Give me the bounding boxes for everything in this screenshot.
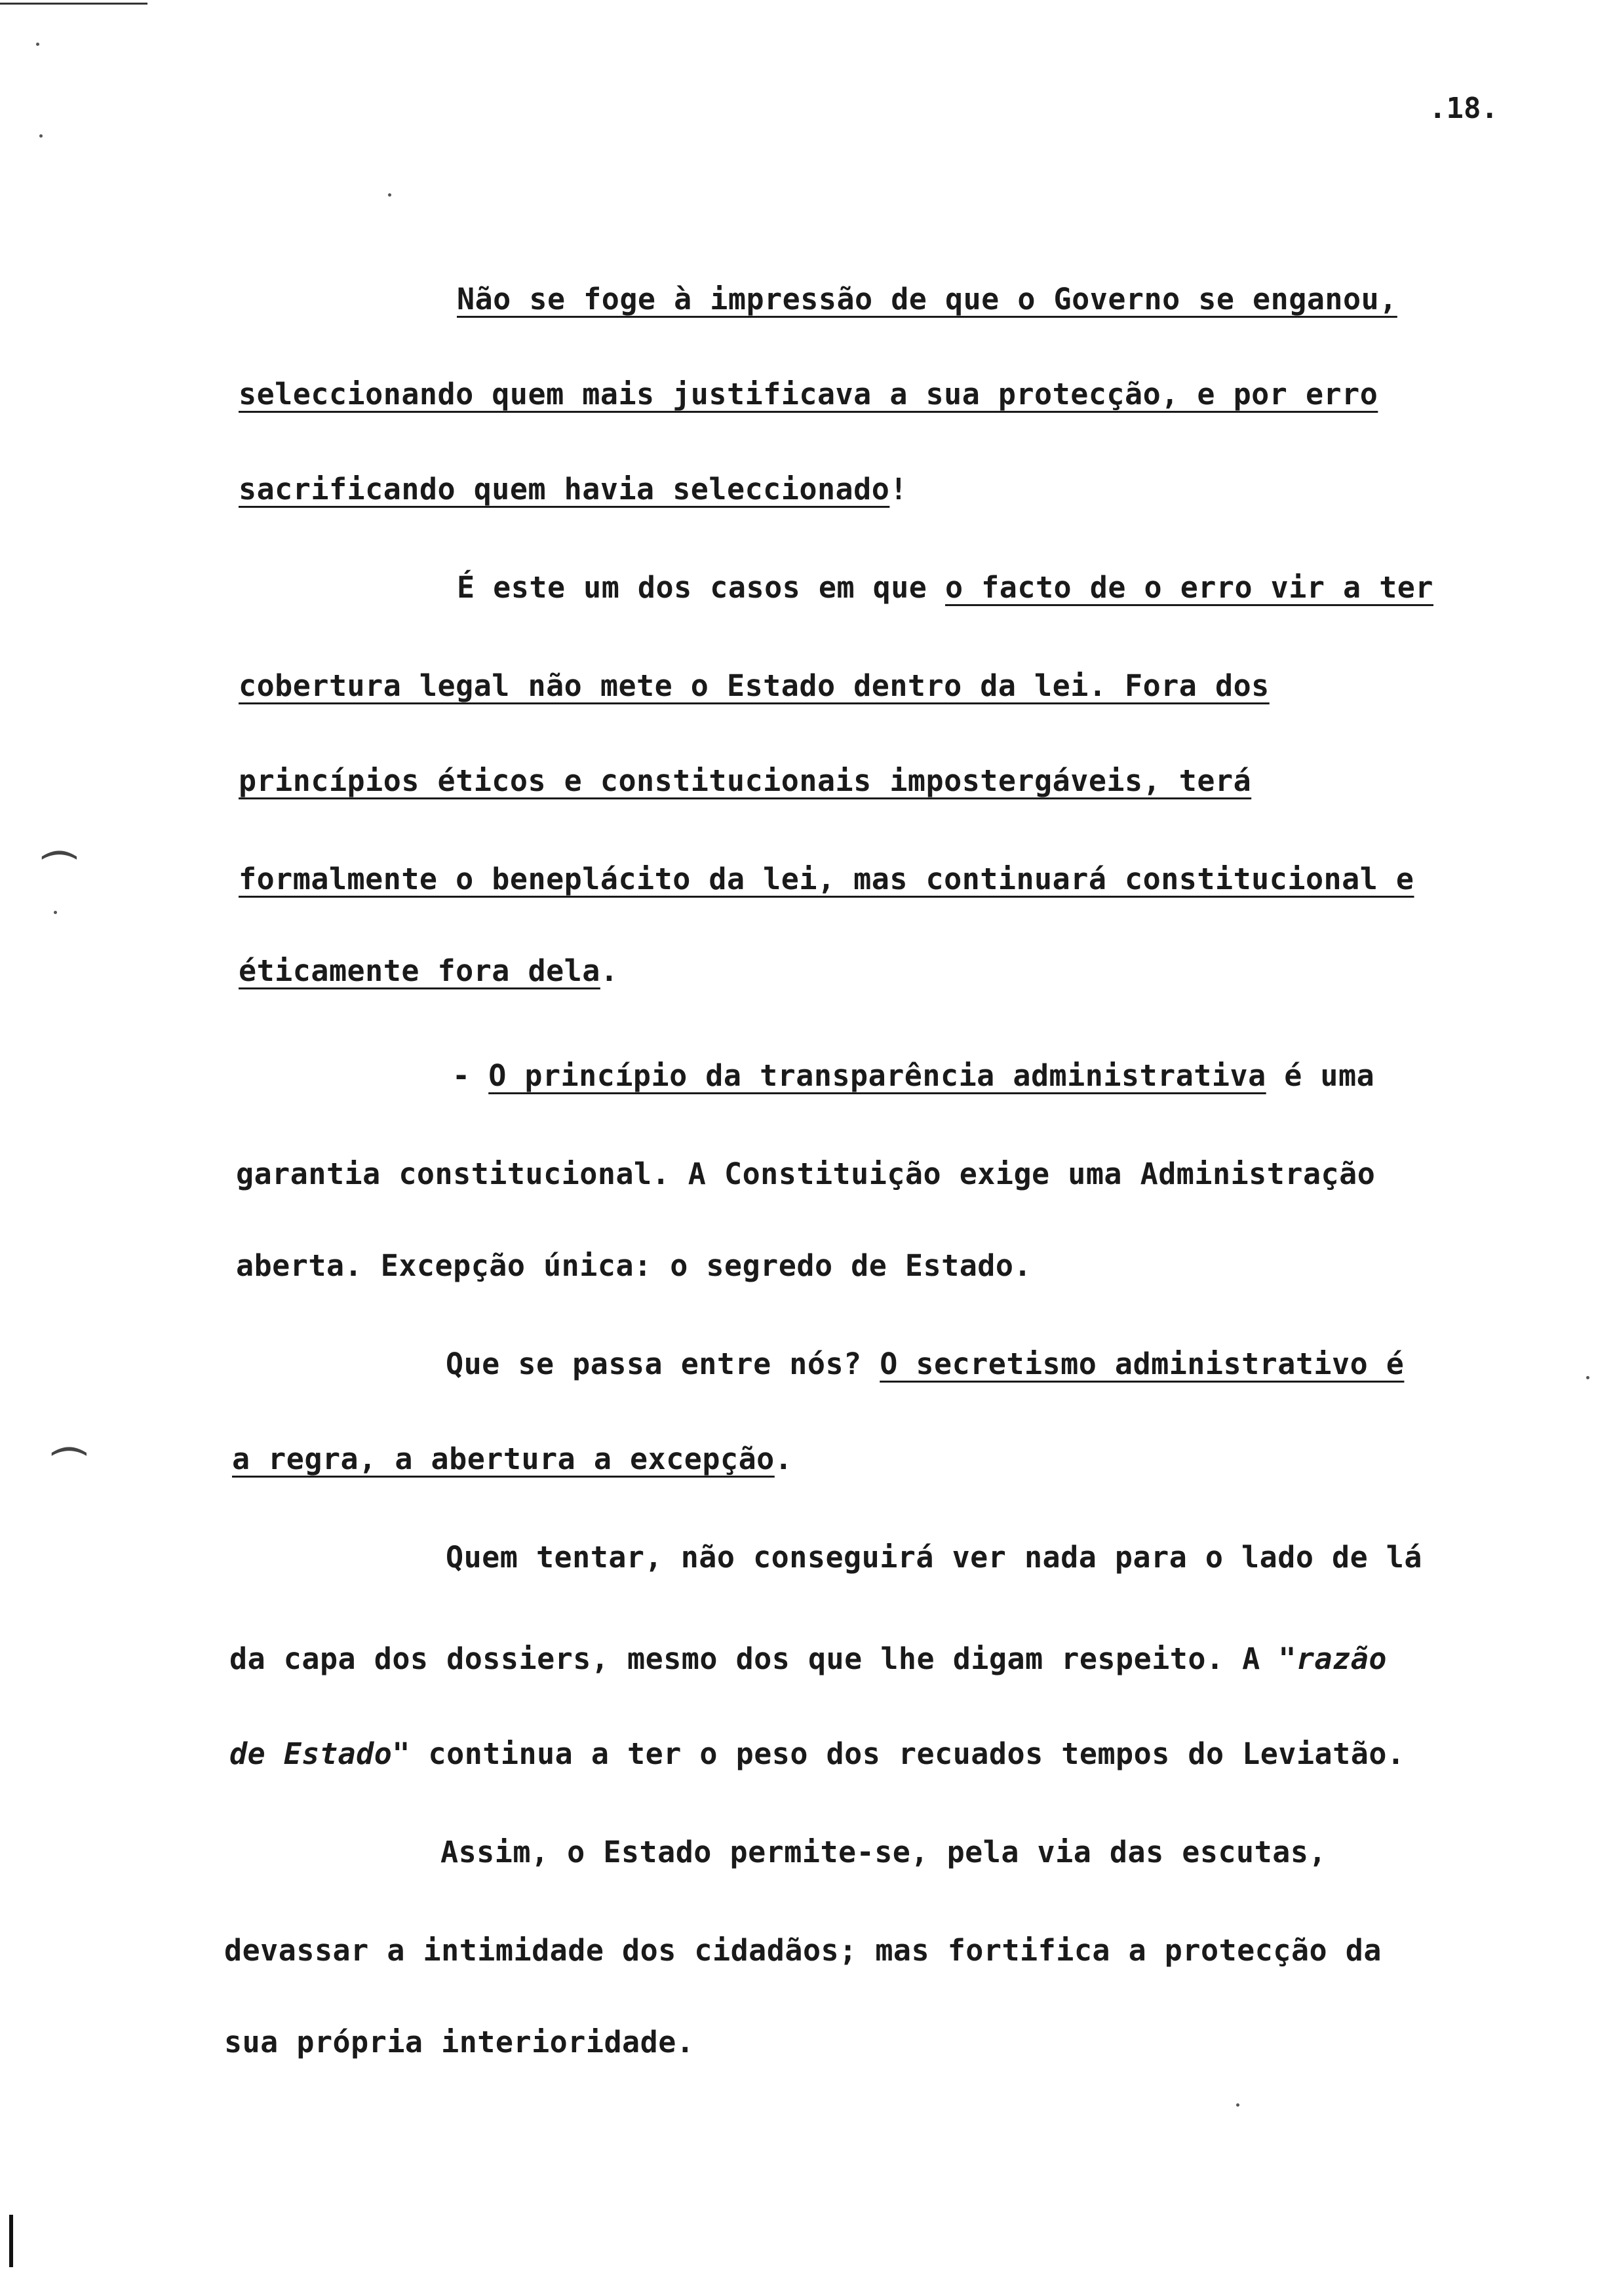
page-number: .18. (1429, 92, 1498, 125)
line-text: sua própria interioridade. (224, 2025, 695, 2059)
underlined-text: sacrificando quem havia seleccionado (239, 472, 890, 507)
p1-line-2 (239, 377, 1378, 411)
p3-line-3 (236, 1248, 1032, 1283)
underlined-text: o facto de o erro vir a ter (945, 570, 1433, 605)
p4-line-1 (446, 1347, 1404, 1381)
underlined-text: éticamente fora dela (239, 953, 600, 988)
scan-speck (1586, 1376, 1589, 1379)
line-text: é uma (1266, 1058, 1375, 1093)
scan-speck (39, 134, 43, 138)
underlined-text: cobertura legal não mete o Estado dentro da lei. Fora dos (239, 668, 1270, 703)
scan-speck (54, 911, 57, 914)
underlined-text: princípios éticos e constitucionais impostergáveis, terá (239, 763, 1252, 798)
italic-text: de Estado" (229, 1736, 410, 1771)
line-text: - (452, 1058, 489, 1093)
underlined-text: O princípio da transparência administrativa (488, 1058, 1266, 1093)
underlined-text: O secretismo administrativo é (880, 1347, 1405, 1381)
line-text: devassar a intimidade dos cidadãos; mas fortifica a protecção da (224, 1933, 1382, 1968)
line-text: É este um dos casos em que (457, 570, 945, 605)
line-text: Que se passa entre nós? (446, 1347, 880, 1381)
p2-line-4 (239, 862, 1414, 896)
margin-bracket-mark: ( (37, 847, 83, 863)
line-text: . (600, 953, 619, 988)
p1-line-3 (239, 472, 908, 507)
italic-text: "razão (1278, 1641, 1387, 1676)
line-text: . (774, 1442, 793, 1476)
p6-line-2 (224, 1933, 1382, 1968)
scan-speck (388, 193, 391, 197)
p3-line-1 (452, 1058, 1374, 1093)
line-text: aberta. Excepção única: o segredo de Estado. (236, 1248, 1032, 1283)
underlined-text: Não se foge à impressão de que o Governo se enganou, (457, 282, 1397, 316)
margin-bracket-mark: ( (47, 1444, 93, 1459)
p6-line-3 (224, 2025, 694, 2059)
scan-speck (36, 43, 39, 46)
p5-line-3 (229, 1736, 1405, 1771)
margin-tick-mark (9, 2215, 13, 2267)
p5-line-1 (446, 1540, 1422, 1575)
line-text: Quem tentar, não conseguirá ver nada para o lado de lá (446, 1540, 1422, 1575)
p2-line-5 (239, 953, 618, 988)
p6-line-1 (440, 1835, 1327, 1869)
underlined-text: formalmente o beneplácito da lei, mas continuará constitucional e (239, 862, 1414, 896)
scan-speck (1236, 2103, 1239, 2107)
line-text: continua a ter o peso dos recuados tempos do Leviatão. (410, 1736, 1405, 1771)
line-text: garantia constitucional. A Constituição exige uma Administração (236, 1157, 1376, 1191)
line-text: da capa dos dossiers, mesmo dos que lhe digam respeito. A (229, 1641, 1279, 1676)
line-text: Assim, o Estado permite-se, pela via das escutas, (440, 1835, 1327, 1869)
top-scan-rule (0, 3, 147, 5)
line-text: ! (889, 472, 908, 507)
p4-line-2 (232, 1442, 792, 1476)
p1-line-1 (457, 282, 1397, 316)
p2-line-2 (239, 668, 1270, 703)
underlined-text: a regra, a abertura a excepção (232, 1442, 775, 1476)
p2-line-3 (239, 763, 1251, 798)
p2-line-1 (457, 570, 1433, 605)
underlined-text: seleccionando quem mais justificava a sua protecção, e por erro (239, 377, 1378, 411)
p3-line-2 (236, 1157, 1375, 1191)
p5-line-2 (229, 1641, 1387, 1676)
